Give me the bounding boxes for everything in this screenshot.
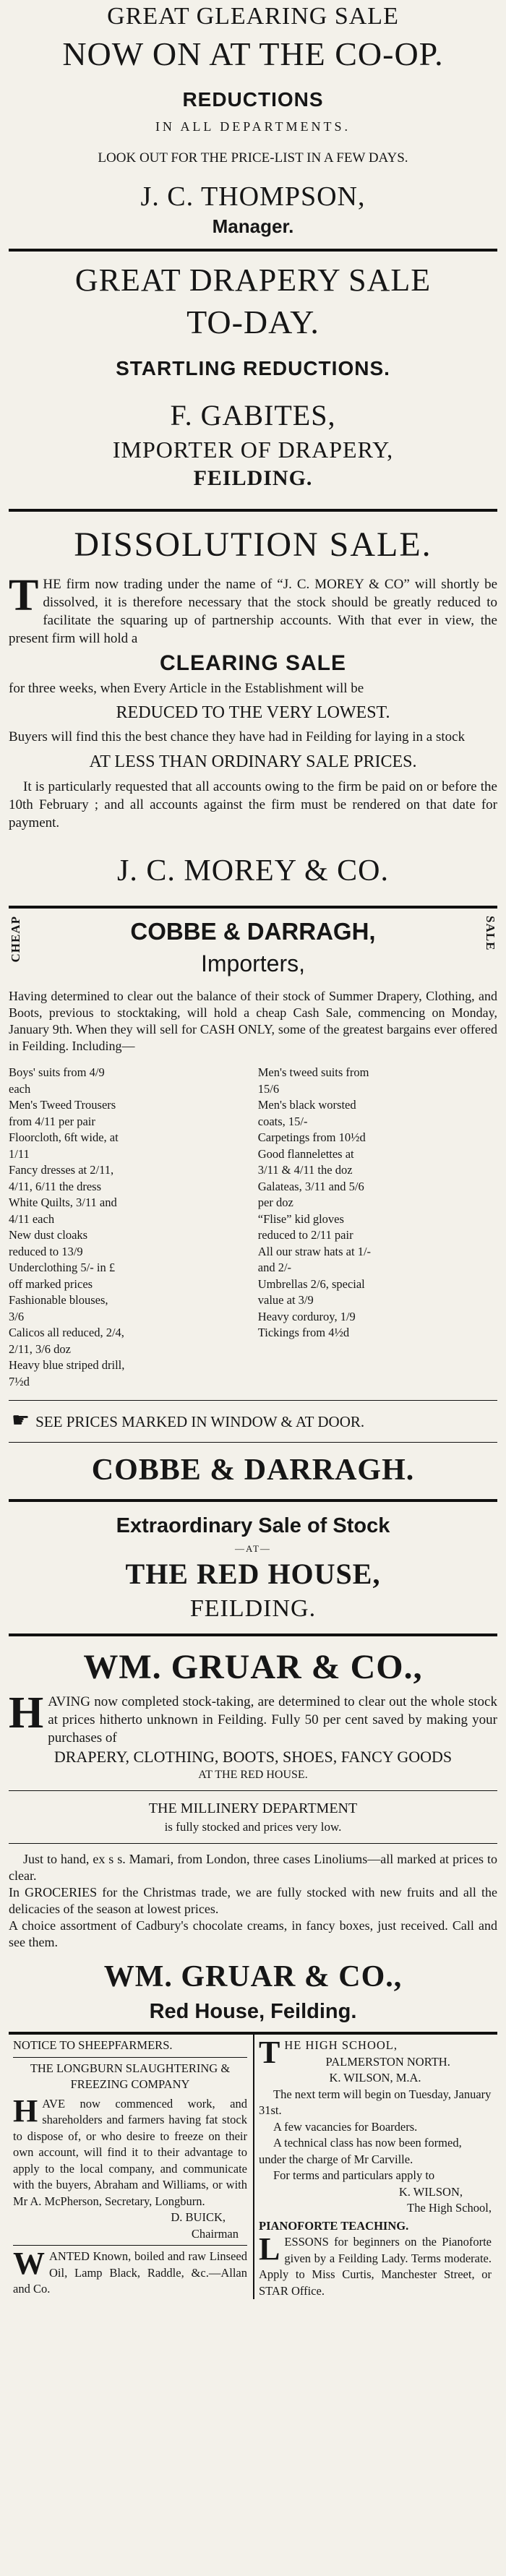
price-list-left [9, 1065, 248, 1390]
morey-para-1: THE firm now trading under the name of “J. C. MOREY & CO” will shortly be dissolved, it is therefore necessary that the stock should be greatly reduced to facilitate the squaring up of partnership accounts. With that ever in view, the present firm will hold a [9, 571, 497, 646]
price-list-item: Men's black worsted coats, 15/- [257, 1098, 356, 1128]
price-list-item: Fancy dresses at 2/11, 4/11, 6/11 the dress [9, 1163, 114, 1193]
divider [9, 1790, 497, 1791]
gabites-importer: IMPORTER OF DRAPERY, [112, 437, 394, 463]
coop-departments: IN ALL DEPARTMENTS. [155, 119, 351, 134]
school-terms: For terms and particulars apply to [273, 2168, 435, 2182]
gruar-para-1: HAVING now completed stock-taking, are determined to clear out the whole stock at prices hitherto unknown in Feilding. Fully 50 per cent saved by making your purchases of [9, 1688, 497, 1746]
newspaper-ad-page [9, 0, 497, 2299]
price-list-item: Heavy blue striped drill, 7½d [9, 1358, 125, 1388]
divider [9, 1843, 497, 1844]
school-sign-2: The High School, [407, 2201, 492, 2215]
cobbe-ad [9, 913, 497, 1499]
cobbe-price-list [9, 1065, 497, 1390]
morey-para-3: Buyers will find this the best chance they have had in Feilding for laying in a stock [9, 729, 466, 744]
school-place: PALMERSTON NORTH. [325, 2054, 450, 2069]
drop-cap: T [259, 2035, 280, 2070]
piano-lessons: LESSONS for beginners on the Pianoforte given by a Feilding Lady. Terms moderate. Apply to Miss Curtis, Manchester Street, or STAR Office. [259, 2231, 492, 2298]
school-sign: K. WILSON, [398, 2184, 463, 2199]
price-list-item: Underclothing 5/- in £ off marked prices [9, 1261, 116, 1291]
gruar-name: WM. GRUAR & CO., [83, 1648, 423, 1686]
cobbe-name: COBBE & DARRAGH, [130, 918, 376, 945]
divider [9, 1400, 497, 1401]
gruar-firm: WM. GRUAR & CO., [103, 1960, 403, 1993]
divider [9, 1499, 497, 1502]
gruar-ad [9, 1641, 497, 2032]
gabites-startling: STARTLING REDUCTIONS. [116, 357, 390, 379]
cheap-side-label: CHEAP [9, 916, 22, 963]
notice-title: NOTICE TO SHEEPFARMERS. [13, 2038, 173, 2052]
red-house-extraordinary: Extraordinary Sale of Stock [116, 1514, 390, 1537]
price-list-item: Galateas, 3/11 and 5/6 per doz [257, 1179, 364, 1209]
drop-cap: W [13, 2246, 45, 2281]
cobbe-intro: Having determined to clear out the balance of their stock of Summer Drapery, Clothing, and Boots, previous to stocktaking, will hold a cheap Cash Sale, commencing on Monday, January 9th. When they will sell for CASH ONLY, some of the greatest bargains ever offered in Feilding. Including— [9, 989, 497, 1053]
morey-clearing-sale: CLEARING SALE [159, 651, 346, 675]
price-list-item: Fashionable blouses, 3/6 [9, 1293, 108, 1323]
price-list-item: Good flannelettes at 3/11 & 4/11 the doz [257, 1146, 354, 1177]
gabites-name: F. GABITES, [170, 399, 336, 432]
divider [9, 906, 497, 909]
red-house-ad [9, 1506, 497, 1632]
coop-headline: GREAT GLEARING SALE [107, 3, 399, 30]
cobbe-firm: COBBE & DARRAGH. [91, 1454, 415, 1487]
price-list-item: Carpetings from 10½d [257, 1130, 366, 1144]
coop-reductions: REDUCTIONS [182, 88, 324, 111]
morey-para-2: for three weeks, when Every Article in the Establishment will be [9, 681, 364, 696]
price-list-item: Men's Tweed Trousers from 4/11 per pair [9, 1098, 116, 1128]
bottom-columns [9, 2032, 497, 2299]
gruar-goods: DRAPERY, CLOTHING, BOOTS, SHOES, FANCY GOODS [53, 1748, 453, 1766]
drop-cap: L [259, 2231, 280, 2267]
price-list-right [258, 1065, 497, 1390]
sale-side-label: SALE [484, 916, 497, 951]
gabites-town: FEILDING. [193, 466, 313, 490]
school-term: The next term will begin on Tuesday, January 31st. [259, 2087, 492, 2117]
pointing-hand-icon: ☛ [12, 1409, 30, 1432]
price-list-item: Floorcloth, 6ft wide, at 1/11 [9, 1130, 119, 1161]
coop-manager-title: Manager. [212, 215, 294, 237]
price-list-item: “Flise” kid gloves reduced to 2/11 pair [257, 1211, 353, 1242]
red-house-town: FEILDING. [189, 1595, 317, 1622]
morey-para-4: It is particularly requested that all accounts owing to the firm be paid on or before the 10th February ; and all accounts against the firm must be rendered on that date for payment. [9, 779, 497, 830]
school-name: THE HIGH SCHOOL, [259, 2035, 398, 2070]
divider [13, 2057, 247, 2058]
drop-cap: T [9, 571, 39, 620]
divider [9, 1633, 497, 1636]
gruar-para-4: A choice assortment of Cadbury's chocolate creams, in fancy boxes, just received. Call and see them. [9, 1918, 497, 1949]
gruar-millinery-2: is fully stocked and prices very low. [164, 1820, 342, 1834]
cobbe-header [9, 916, 497, 979]
red-house-name: THE RED HOUSE, [125, 1558, 381, 1590]
company-name: THE LONGBURN SLAUGHTERING & FREEZING COMPANY [30, 2061, 231, 2091]
company-notice-body: HAVE now commenced work, and shareholders and farmers having fat stock to dispose of, or who desire to freeze on their own account, will find it to their advantage to apply to the local company, and communicate with the buyers, Abraham and Williams, or with Mr A. McPherson, Secretary, Longburn. [13, 2092, 247, 2208]
price-list-item: White Quilts, 3/11 and 4/11 each [9, 1195, 117, 1226]
price-list-item: Boys' suits from 4/9 each [9, 1065, 105, 1096]
divider [9, 249, 497, 252]
price-list-item: Umbrellas 2/6, special value at 3/9 [257, 1276, 365, 1307]
chairman-title: Chairman [191, 2226, 239, 2241]
gruar-goods-2: AT THE RED HOUSE. [198, 1769, 308, 1781]
drop-cap: H [13, 2092, 38, 2129]
divider [9, 509, 497, 512]
price-list-item: All our straw hats at 1/- and 2/- [257, 1244, 372, 1274]
red-house-at: —AT— [235, 1543, 271, 1554]
piano-title: PIANOFORTE TEACHING. [259, 2218, 409, 2233]
cobbe-see-prices: ☛ SEE PRICES MARKED IN WINDOW & AT DOOR. [12, 1409, 365, 1432]
morey-less: AT LESS THAN ORDINARY SALE PRICES. [89, 752, 417, 771]
divider [9, 1442, 497, 1443]
divider [13, 2245, 247, 2246]
school-head: K. WILSON, M.A. [329, 2071, 421, 2085]
drop-cap: H [9, 1688, 44, 1738]
wanted-notice: WANTED Known, boiled and raw Linseed Oil, Lamp Black, Raddle, &c.—Allan and Co. [13, 2246, 247, 2296]
coop-headline-2: NOW ON AT THE CO-OP. [62, 35, 444, 72]
gabites-headline: GREAT DRAPERY SALE [74, 262, 432, 298]
price-list-item: Tickings from 4½d [257, 1326, 350, 1339]
school-technical: A technical class has now been formed, under the charge of Mr Carville. [259, 2136, 462, 2166]
longburn-notice [9, 2035, 253, 2299]
morey-headline: DISSOLUTION SALE. [74, 525, 432, 564]
cobbe-importers: Importers, [200, 950, 306, 976]
price-list-item: Calicos all reduced, 2/4, 2/11, 3/6 doz [9, 1326, 124, 1356]
gabites-headline-2: TO-DAY. [186, 304, 320, 340]
high-school-notice [253, 2035, 497, 2299]
gruar-address: Red House, Feilding. [149, 2000, 357, 2023]
gruar-millinery: THE MILLINERY DEPARTMENT [148, 1800, 358, 1816]
morey-reduced: REDUCED TO THE VERY LOWEST. [116, 703, 390, 722]
coop-lookout: LOOK OUT FOR THE PRICE-LIST IN A FEW DAYS. [98, 150, 408, 166]
gabites-ad [9, 256, 497, 499]
price-list-item: Heavy corduroy, 1/9 [257, 1309, 356, 1323]
coop-ad [9, 0, 497, 244]
price-list-item: Men's tweed suits from 15/6 [257, 1065, 369, 1096]
morey-firm: J. C. MOREY & CO. [117, 854, 389, 888]
morey-ad [9, 516, 497, 906]
chairman-name: D. BUICK, [171, 2210, 226, 2224]
gruar-para-2: Just to hand, ex s s. Mamari, from London, three cases Linoliums—all marked at prices to clear. [9, 1852, 497, 1883]
gruar-para-3: In GROCERIES for the Christmas trade, we are fully stocked with new fruits and all the delicacies of the season at lowest prices. [9, 1885, 497, 1916]
price-list-item: New dust cloaks reduced to 13/9 [9, 1228, 88, 1258]
coop-manager-name: J. C. THOMPSON, [140, 181, 366, 212]
school-boarders: A few vacancies for Boarders. [273, 2119, 418, 2134]
